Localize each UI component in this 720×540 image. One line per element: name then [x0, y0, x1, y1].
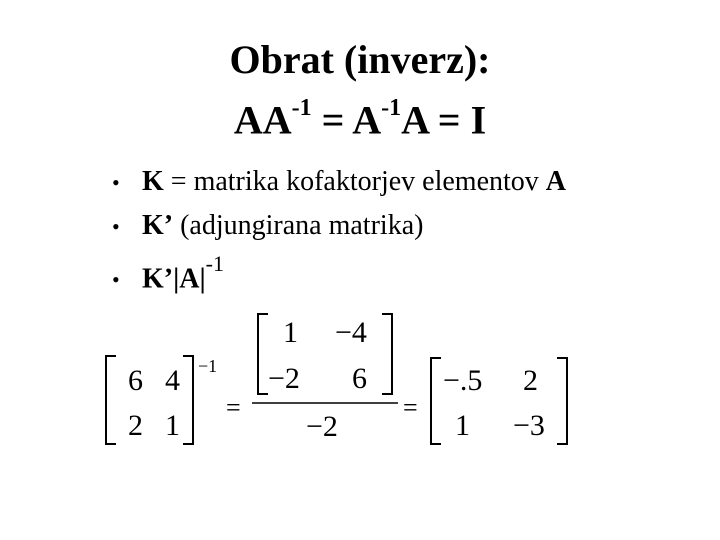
left-bracket: [431, 358, 441, 444]
result-cell: −.5: [443, 364, 483, 397]
right-bracket: [382, 314, 392, 394]
bullet-text: = matrika kofaktorjev elementov: [163, 166, 546, 197]
result-cell: 1: [455, 409, 470, 442]
title-sup-1: -1: [291, 95, 312, 121]
matrix-a-cell: 1: [165, 409, 180, 442]
bullet-bold-lead: K’|A|: [142, 263, 206, 295]
adjugate-cell: −4: [335, 316, 367, 349]
right-bracket: [557, 358, 567, 444]
bullet-sup: -1: [205, 251, 224, 276]
equals-sign: =: [403, 393, 418, 422]
right-bracket: [183, 356, 193, 444]
bullet-dot: •: [112, 214, 120, 239]
result-cell: 2: [523, 364, 538, 397]
result-cell: −3: [513, 409, 545, 442]
bullet-bold-lead: K’: [142, 210, 174, 241]
left-bracket: [258, 314, 268, 394]
denominator: −2: [306, 410, 338, 443]
left-bracket: [106, 356, 116, 444]
matrix-a-cell: 2: [128, 409, 143, 442]
equals-sign: =: [226, 393, 241, 422]
bullet-bold-lead: K: [142, 166, 164, 197]
title-end: A = I: [401, 97, 487, 143]
adjugate-cell: 6: [352, 362, 367, 395]
bullet-bold-tail: A: [545, 166, 567, 197]
title-mid: = A: [311, 97, 382, 143]
title-line-1: Obrat (inverz):: [229, 37, 491, 82]
matrix-a-cell: 6: [128, 364, 143, 397]
bullet-dot: •: [112, 267, 120, 293]
matrix-a-cell: 4: [165, 364, 180, 397]
adjugate-cell: −2: [268, 362, 300, 395]
bullet-text: (adjungirana matrika): [173, 210, 424, 241]
adjugate-cell: 1: [283, 316, 298, 349]
bullet-dot: •: [112, 170, 120, 195]
title-sup-2: -1: [381, 95, 402, 121]
title-aa: AA: [233, 97, 292, 143]
inverse-exponent: −1: [198, 356, 218, 376]
